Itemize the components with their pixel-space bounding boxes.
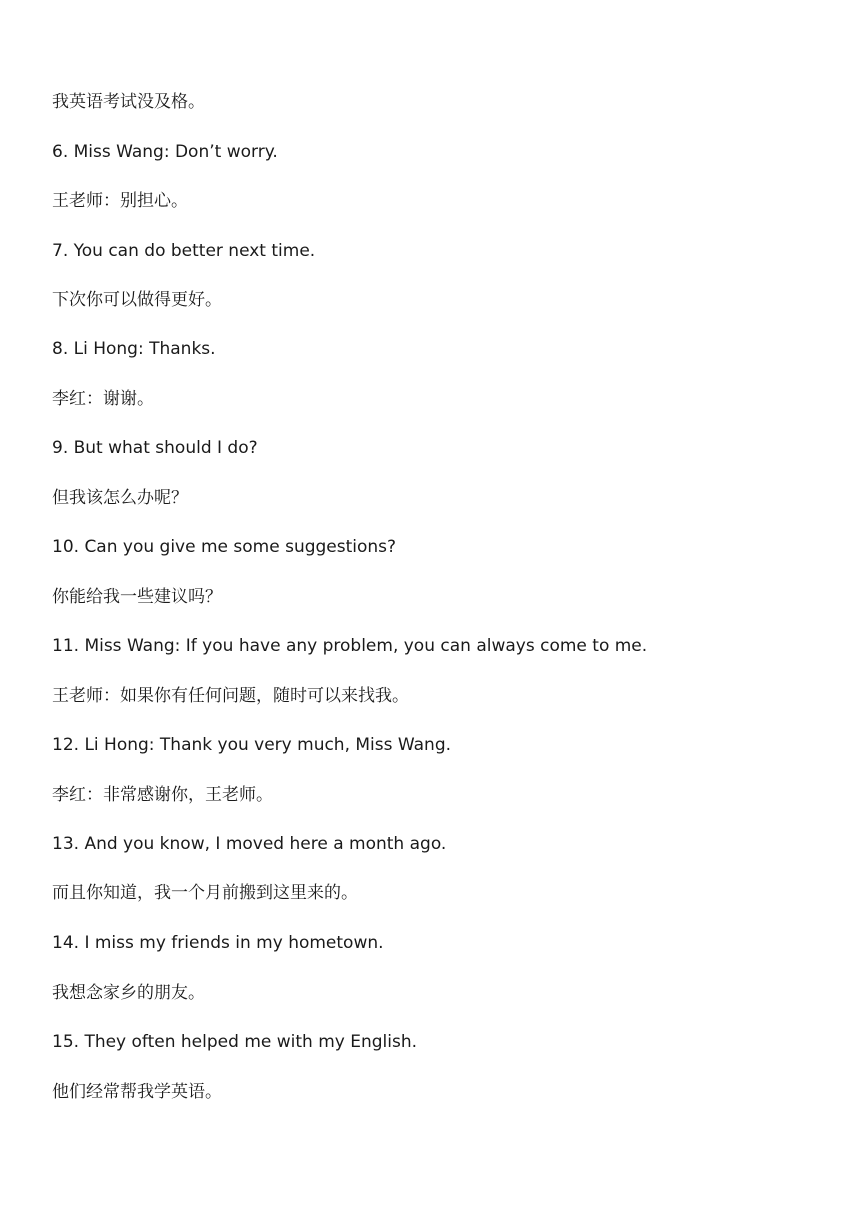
- dialogue-line: 12. Li Hong: Thank you very much, Miss Wang.: [52, 735, 452, 755]
- translation-line: 李红：谢谢。: [52, 389, 154, 409]
- dialogue-line: 11. Miss Wang: If you have any problem, you can always come to me.: [52, 636, 648, 656]
- translation-line: 我英语考试没及格。: [52, 92, 205, 112]
- dialogue-line: 10. Can you give me some suggestions?: [52, 537, 397, 557]
- translation-line: 王老师：如果你有任何问题，随时可以来找我。: [52, 686, 409, 706]
- dialogue-line: 6. Miss Wang: Don’t worry.: [52, 142, 278, 162]
- translation-line: 但我该怎么办呢？: [52, 488, 188, 508]
- translation-line: 李红：非常感谢你，王老师。: [52, 785, 273, 805]
- translation-line: 而且你知道，我一个月前搬到这里来的。: [52, 883, 358, 903]
- dialogue-line: 9. But what should I do?: [52, 438, 258, 458]
- dialogue-line: 7. You can do better next time.: [52, 241, 316, 261]
- dialogue-line: 15. They often helped me with my English.: [52, 1032, 418, 1052]
- translation-line: 下次你可以做得更好。: [52, 290, 222, 310]
- translation-line: 他们经常帮我学英语。: [52, 1082, 222, 1102]
- translation-line: 王老师：别担心。: [52, 191, 188, 211]
- dialogue-line: 13. And you know, I moved here a month ago.: [52, 834, 447, 854]
- translation-line: 我想念家乡的朋友。: [52, 983, 205, 1003]
- dialogue-line: 14. I miss my friends in my hometown.: [52, 933, 384, 953]
- dialogue-line: 8. Li Hong: Thanks.: [52, 339, 216, 359]
- translation-line: 你能给我一些建议吗？: [52, 587, 222, 607]
